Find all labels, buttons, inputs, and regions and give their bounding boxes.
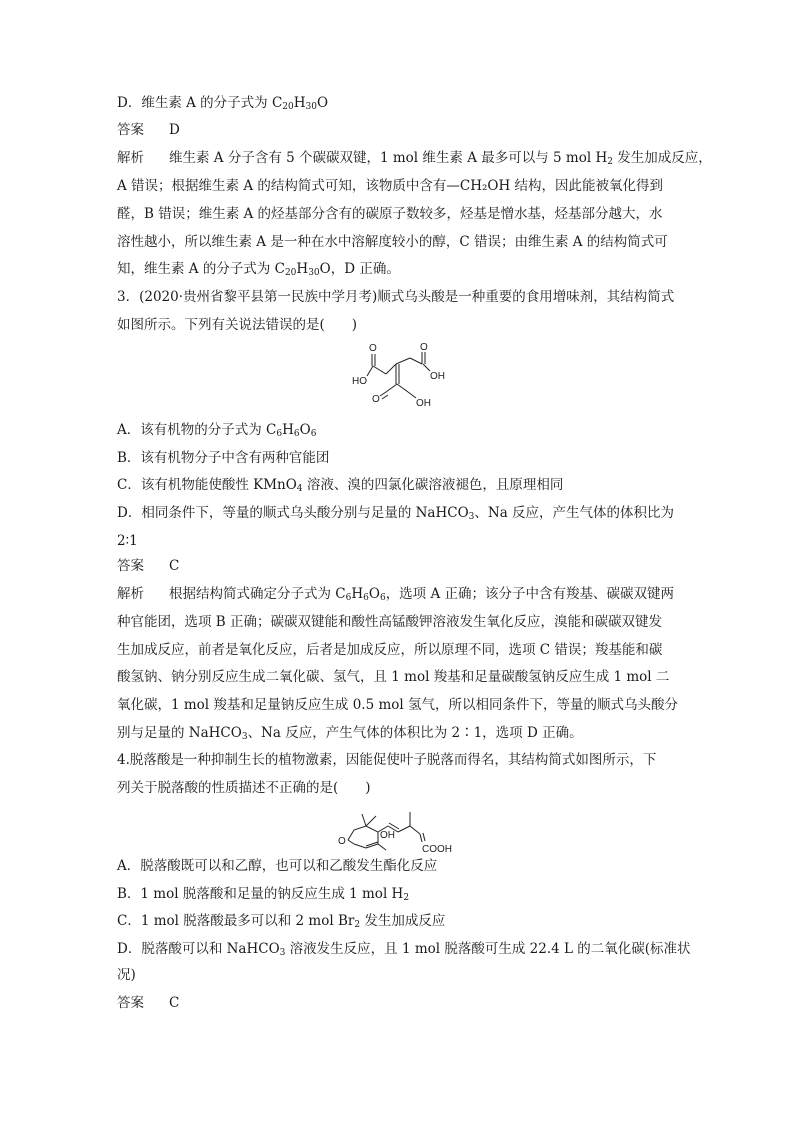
aconitic-acid-structure-figure <box>350 338 460 416</box>
q4-option-b: B．1 mol 脱落酸和足量的钠反应生成 1 mol $H_2$ <box>117 886 410 903</box>
answer-value: D <box>169 122 180 138</box>
analysis-label: 解析 <box>117 150 144 166</box>
prev-analysis-line-3: 醛，B 错误；维生素 A 的烃基部分含有的碳原子数较多，烃基是憎水基，烃基部分越大，水 <box>117 206 663 222</box>
q3-stem-line-1: 3．(2020·贵州省黎平县第一民族中学月考)顺式乌头酸是一种重要的食用增味剂，其结构简式 <box>117 289 675 305</box>
answer-label: 答案 <box>117 558 144 574</box>
q3-option-a: A．该有机物的分子式为 $C_6H_6O_6$ <box>117 422 317 439</box>
fig-label-o-3: O <box>372 394 380 405</box>
answer-label: 答案 <box>117 122 144 138</box>
q3-option-d-line-1: D．相同条件下，等量的顺式乌头酸分别与足量的 NaHCO$_3$、Na 反应，产生气体的体积比为 <box>117 505 675 522</box>
analysis-label: 解析 <box>117 586 144 602</box>
q3-analysis-line-1: 解析 根据结构简式确定分子式为 $C_6H_6O_6$，选项 A 正确；该分子中含有羧基、碳碳双键两 <box>117 586 675 603</box>
q3-option-d-line-2: 2∶1 <box>117 533 138 549</box>
prev-analysis-line-1: 解析 维生素 A 分子含有 5 个碳碳双键，1 mol 维生素 A 最多可以与 5 mol $H_2$ 发生加成反应， <box>117 150 712 167</box>
q4-option-d-line-2: 况) <box>117 967 136 983</box>
q4-option-d-line-1: D．脱落酸可以和 NaHCO$_3$ 溶液发生反应，且 1 mol 脱落酸可生成 22.4 L 的二氧化碳(标准状 <box>117 941 691 958</box>
q4-stem-line-2: 列关于脱落酸的性质描述不正确的是( ) <box>117 780 371 796</box>
fig-label-cooh: COOH <box>422 844 452 854</box>
prev-analysis-line-2: A 错误；根据维生素 A 的结构简式可知，该物质中含有—CH₂OH 结构，因此能被氧化得到 <box>117 178 664 194</box>
q3-stem-line-2: 如图所示。下列有关说法错误的是( ) <box>117 317 358 333</box>
q4-answer <box>117 994 677 1012</box>
fig-label-ho: HO <box>352 376 367 387</box>
abscisic-acid-structure-figure <box>336 802 460 854</box>
answer-value: C <box>169 995 180 1011</box>
fig-label-oh-1: OH <box>430 371 445 382</box>
q4-option-c: C．1 mol 脱落酸最多可以和 2 mol $Br_2$ 发生加成反应 <box>117 913 446 930</box>
q3-analysis-line-2: 种官能团，选项 B 正确；碳碳双键能和酸性高锰酸钾溶液发生氧化反应，溴能和碳碳双键发 <box>117 614 663 630</box>
prev-analysis-line-4: 溶性越小，所以维生素 A 是一种在水中溶解度较小的醇，C 错误；由维生素 A 的结构简式可 <box>117 234 668 250</box>
fig-label-o-1: O <box>369 343 377 354</box>
answer-value: C <box>169 558 180 574</box>
fig-label-ketone-o: O <box>338 836 346 847</box>
fig-label-oh-2: OH <box>416 398 431 409</box>
q4-option-a: A．脱落酸既可以和乙醇，也可以和乙酸发生酯化反应 <box>117 858 438 874</box>
q4-stem-line-1: 4.脱落酸是一种抑制生长的植物激素，因能促使叶子脱落而得名，其结构简式如图所示，下 <box>117 752 657 768</box>
q3-answer <box>117 557 677 575</box>
prev-answer <box>117 121 677 139</box>
prev-option-d: D．维生素 A 的分子式为 $C_{20}H_{30}O$ <box>117 95 329 112</box>
q3-analysis-line-6: 别与足量的 NaHCO$_3$、Na 反应，产生气体的体积比为 2∶1，选项 D 正确。 <box>117 725 583 742</box>
q3-analysis-line-5: 氧化碳，1 mol 羧基和足量钠反应生成 0.5 mol 氢气，所以相同条件下，等量的顺式乌头酸分 <box>117 697 679 713</box>
answer-label: 答案 <box>117 995 144 1011</box>
q3-option-b: B．该有机物分子中含有两种官能团 <box>117 450 330 466</box>
prev-analysis-line-5: 知，维生素 A 的分子式为 $C_{20}H_{30}O$，D 正确。 <box>117 261 400 278</box>
q3-option-c: C．该有机物能使酸性 KMnO$_4$ 溶液、溴的四氯化碳溶液褪色，且原理相同 <box>117 477 564 494</box>
fig-label-oh: OH <box>380 830 395 841</box>
fig-label-o-2: O <box>420 342 428 353</box>
q3-analysis-line-3: 生加成反应，前者是氧化反应，后者是加成反应，所以原理不同，选项 C 错误；羧基能和碳 <box>117 642 663 658</box>
q3-analysis-line-4: 酸氢钠、钠分别反应生成二氧化碳、氢气，且 1 mol 羧基和足量碳酸氢钠反应生成 1 mol 二 <box>117 669 670 685</box>
